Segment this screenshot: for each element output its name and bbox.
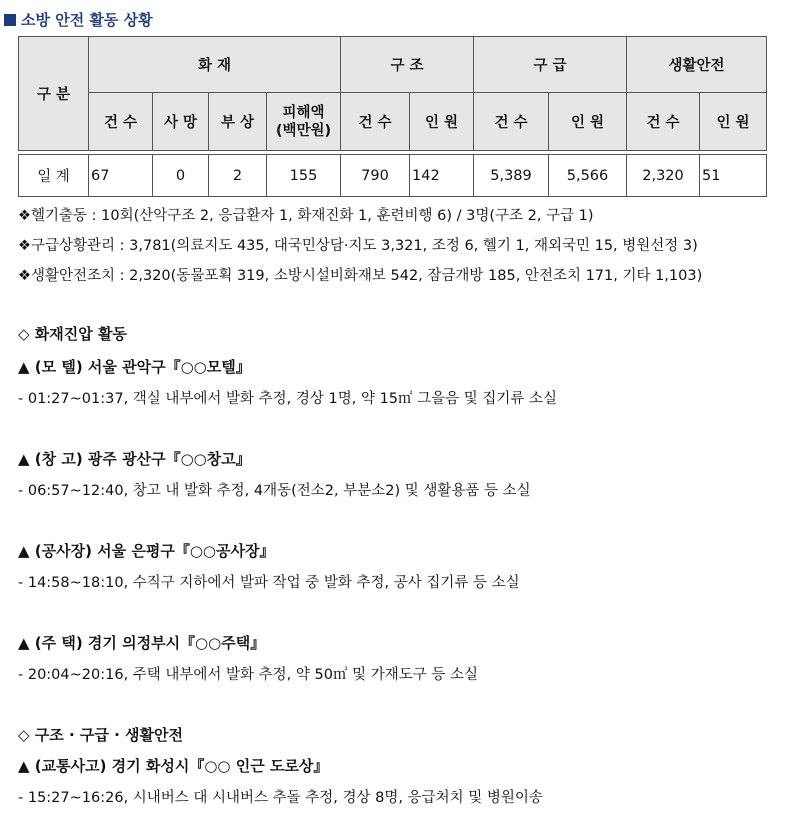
note-ems-management: ❖구급상황관리 : 3,781(의료지도 435, 대국민상담·지도 3,321, 조정 6, 헬기 1, 재외국민 15, 병원선정 3) — [18, 238, 698, 254]
cell-fire-damage: 155 — [267, 155, 341, 197]
header-ems: 구 급 — [474, 37, 627, 93]
sub-ems-people: 인 원 — [549, 93, 627, 151]
fire-item-desc: - 01:27~01:37, 객실 내부에서 발화 추정, 경상 1명, 약 15㎡ 그을음 및 집기류 소실 — [18, 391, 558, 407]
stats-table — [18, 36, 767, 197]
cell-ems-cases: 5,389 — [474, 155, 549, 197]
cell-rescue-cases: 790 — [341, 155, 410, 197]
cell-ems-people: 5,566 — [549, 155, 627, 197]
rescue-item-title: ▲ (교통사고) 경기 화성시『○○ 인근 도로상』 — [18, 757, 329, 775]
square-bullet-icon — [4, 14, 16, 26]
fire-item-desc: - 20:04~20:16, 주택 내부에서 발화 추정, 약 50㎡ 및 가재도구 등 소실 — [18, 667, 478, 683]
table-header-row — [19, 37, 767, 93]
sub-life-cases: 건 수 — [627, 93, 700, 151]
sub-fire-damage-line1: 피해액 — [282, 104, 325, 121]
sub-fire-damage-line2: (백만원) — [275, 122, 332, 139]
sub-fire-damage — [267, 93, 341, 151]
fire-section-heading: ◇ 화재진압 활동 — [18, 325, 127, 343]
note-life-safety: ❖생활안전조치 : 2,320(동물포획 319, 소방시설비화재보 542, 잠금개방 185, 안전조치 171, 기타 1,103) — [18, 268, 703, 284]
cell-rescue-people: 142 — [410, 155, 474, 197]
sub-fire-injured: 부 상 — [209, 93, 267, 151]
sub-ems-cases: 건 수 — [474, 93, 549, 151]
fire-item-desc: - 14:58~18:10, 수직구 지하에서 발파 작업 중 발화 추정, 공사 집기류 등 소실 — [18, 575, 520, 591]
section-title — [4, 9, 153, 30]
sub-rescue-cases: 건 수 — [341, 93, 410, 151]
table-row — [19, 155, 767, 197]
sub-fire-deaths: 사 망 — [153, 93, 209, 151]
sub-fire-cases: 건 수 — [89, 93, 153, 151]
rescue-item-desc: - 15:27~16:26, 시내버스 대 시내버스 추돌 추정, 경상 8명, 응급처치 및 병원이송 — [18, 790, 543, 806]
header-life: 생활안전 — [627, 37, 767, 93]
row-label: 일 계 — [19, 155, 89, 197]
header-corner: 구 분 — [19, 37, 89, 151]
section-title-text: 소방 안전 활동 상황 — [21, 11, 153, 29]
table-subheader-row — [19, 93, 767, 151]
fire-item-title: ▲ (모 텔) 서울 관악구『○○모텔』 — [18, 358, 251, 376]
note-helicopter: ❖헬기출동 : 10회(산악구조 2, 응급환자 1, 화재진화 1, 훈련비행 6) / 3명(구조 2, 구급 1) — [18, 208, 594, 224]
header-fire: 화 재 — [89, 37, 341, 93]
fire-item-title: ▲ (공사장) 서울 은평구『○○공사장』 — [18, 542, 275, 560]
cell-fire-cases: 67 — [89, 155, 153, 197]
cell-life-cases: 2,320 — [627, 155, 700, 197]
fire-item-title: ▲ (주 택) 경기 의정부시『○○주택』 — [18, 634, 266, 652]
header-rescue: 구 조 — [341, 37, 474, 93]
notes — [18, 205, 702, 295]
fire-item-title: ▲ (창 고) 광주 광산구『○○창고』 — [18, 450, 251, 468]
fire-item-desc: - 06:57~12:40, 창고 내 발화 추정, 4개동(전소2, 부분소2) 및 생활용품 등 소실 — [18, 483, 531, 499]
rescue-section-heading: ◇ 구조 · 구급 · 생활안전 — [18, 726, 183, 744]
cell-life-people: 51 — [700, 155, 767, 197]
sub-rescue-people: 인 원 — [410, 93, 474, 151]
cell-fire-deaths: 0 — [153, 155, 209, 197]
sub-life-people: 인 원 — [700, 93, 767, 151]
cell-fire-injured: 2 — [209, 155, 267, 197]
